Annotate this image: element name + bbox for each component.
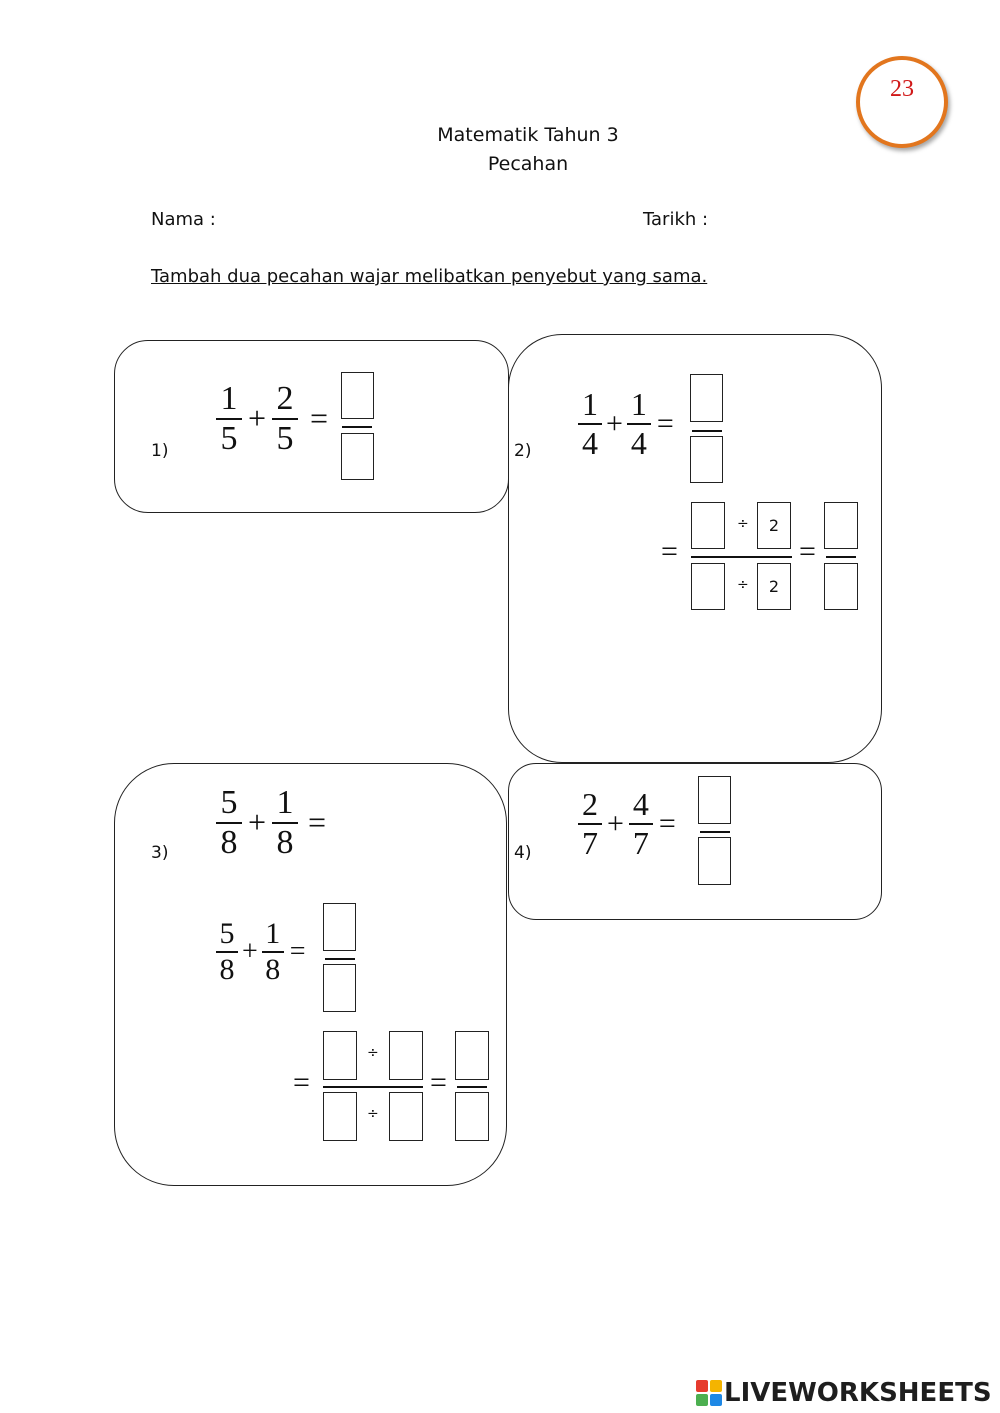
numerator: 2 [582,786,598,822]
plus-sign: + [248,400,267,437]
final-numerator-input[interactable] [455,1031,489,1080]
worksheet-subject: Matematik Tahun 3 [437,124,619,146]
fraction [262,917,284,987]
plus-sign: + [606,406,623,440]
logo-square [696,1380,708,1392]
divisor-value: 2 [768,516,780,535]
plus-sign: + [242,935,258,967]
question-3-working [216,917,306,987]
page-number: 23 [890,76,914,102]
instruction: Tambah dua pecahan wajar melibatkan penyebut yang sama. [151,266,708,287]
divide-sign: ÷ [737,516,749,532]
divisor-value: 2 [768,577,780,596]
logo-mark-icon [696,1380,722,1406]
fraction [629,786,653,862]
simplify-numerator-input[interactable] [691,502,725,549]
denominator: 7 [632,824,649,861]
fraction [578,386,602,462]
denominator: 7 [582,824,598,861]
divide-sign: ÷ [367,1106,379,1122]
answer-denominator-input[interactable] [323,964,356,1012]
equals-sign: = [658,806,676,840]
equals-sign: = [656,406,674,440]
numerator: 1 [220,380,238,417]
fraction [272,784,298,862]
divisor-box-bottom [757,563,791,610]
equals-sign: = [799,535,816,568]
equals-sign: = [310,400,329,437]
numerator: 1 [630,386,647,422]
simplify-denominator-input[interactable] [691,563,725,610]
fraction [216,380,242,458]
divisor-numerator-input[interactable] [389,1031,423,1080]
question-3-equation [216,784,326,862]
answer-fraction-bar [325,958,355,960]
equals-sign: = [293,1066,310,1099]
final-fraction-bar [826,556,856,558]
question-2-equation [578,386,678,462]
question-card-4 [508,763,882,920]
page-number-badge [856,56,948,148]
equals-sign: = [289,935,306,967]
denominator: 8 [276,823,294,861]
denominator: 5 [220,419,238,457]
question-2-label: 2) [514,441,532,461]
denominator: 4 [582,424,598,461]
divisor-box-top [757,502,791,549]
final-fraction-bar [457,1086,487,1088]
answer-fraction-bar [692,430,722,432]
numerator: 1 [276,784,294,821]
divide-sign: ÷ [737,577,749,593]
answer-denominator-input[interactable] [698,837,731,885]
denominator: 8 [220,823,238,861]
simplify-fraction-bar [691,556,792,558]
numerator: 4 [632,786,649,822]
plus-sign: + [248,804,267,841]
simplify-denominator-input[interactable] [323,1092,357,1141]
question-1-label: 1) [151,441,169,461]
date-label: Tarikh : [643,209,709,230]
answer-numerator-input[interactable] [698,776,731,824]
denominator: 5 [276,419,294,457]
answer-numerator-input[interactable] [690,374,723,422]
question-4-equation [578,786,676,862]
fraction [627,386,651,462]
numerator: 1 [265,917,281,950]
name-label: Nama : [151,209,216,230]
fraction [272,380,298,458]
simplify-numerator-input[interactable] [323,1031,357,1080]
divide-sign: ÷ [367,1045,379,1061]
fraction [216,784,242,862]
logo-square [710,1380,722,1392]
question-4-label: 4) [514,843,532,863]
final-numerator-input[interactable] [824,502,858,549]
numerator: 5 [219,917,235,950]
equals-sign: = [661,535,678,568]
logo-square [696,1394,708,1406]
numerator: 5 [220,784,238,821]
worksheet-topic: Pecahan [487,153,569,175]
equals-sign: = [308,804,327,841]
simplify-fraction-bar [323,1086,423,1088]
answer-numerator-input[interactable] [341,372,374,419]
denominator: 8 [219,952,235,986]
answer-denominator-input[interactable] [341,433,374,480]
answer-numerator-input[interactable] [323,903,356,951]
denominator: 8 [265,952,281,986]
fraction [578,786,602,862]
logo-square [710,1394,722,1406]
answer-denominator-input[interactable] [690,436,723,483]
liveworksheets-logo [696,1378,992,1408]
final-denominator-input[interactable] [824,563,858,610]
question-3-label: 3) [151,843,169,863]
answer-fraction-bar [700,831,730,833]
numerator: 2 [276,380,294,417]
equals-sign: = [430,1066,447,1099]
question-1-equation [216,380,334,458]
fraction [216,917,238,987]
numerator: 1 [582,386,598,422]
plus-sign: + [607,806,624,840]
divisor-denominator-input[interactable] [389,1092,423,1141]
denominator: 4 [630,424,647,461]
final-denominator-input[interactable] [455,1092,489,1141]
logo-text: LIVEWORKSHEETS [724,1378,992,1408]
answer-fraction-bar [342,426,372,428]
